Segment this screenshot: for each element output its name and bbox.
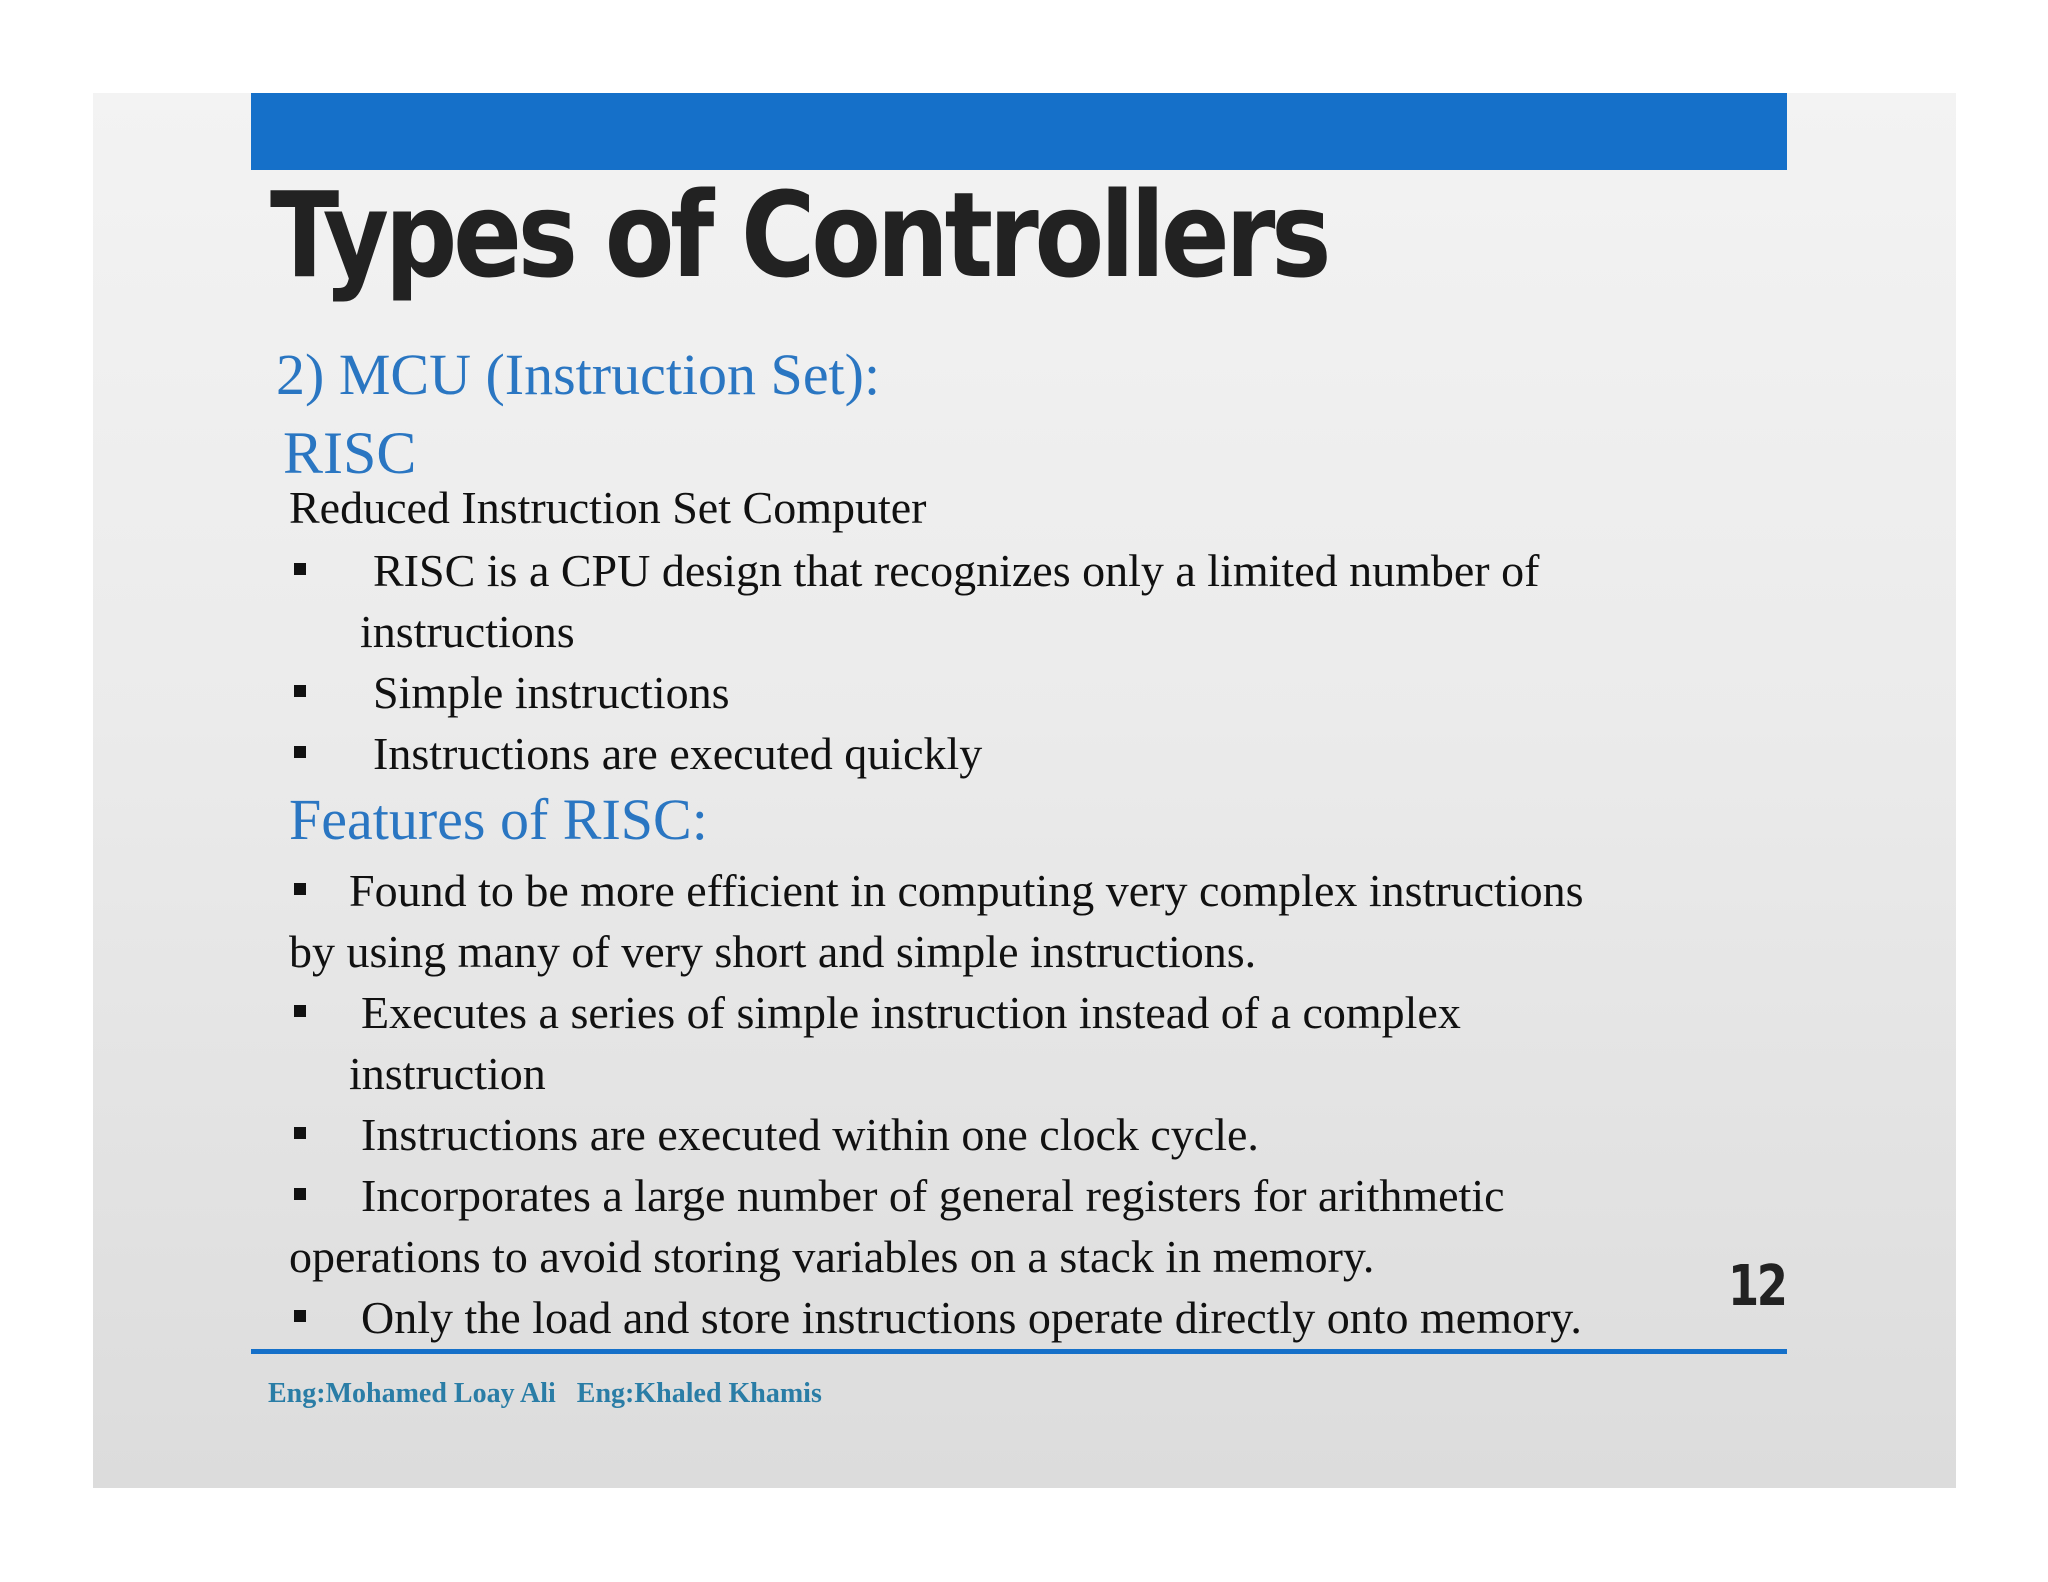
list-item [289,1165,1584,1226]
list-item-text: RISC is a CPU design that recognizes only a limited number of [373,545,1540,596]
list-item [289,860,1584,921]
list-item [289,1104,1584,1165]
section-subtitle: 2) MCU (Instruction Set): [276,342,881,407]
list-item-text: instructions [360,606,575,657]
list-item-text: Incorporates a large number of general registers for arithmetic [361,1170,1505,1221]
list-item-text: Found to be more efficient in computing very complex instructions [349,865,1584,916]
risc-points-list [289,540,1539,784]
square-bullet-icon [294,883,306,895]
list-item [289,1287,1584,1348]
features-list [289,860,1584,1348]
header-accent-bar [251,93,1787,170]
square-bullet-icon [294,746,306,758]
footer-authors: Eng:Mohamed Loay Ali Eng:Khaled Khamis [268,1378,822,1409]
square-bullet-icon [294,1127,306,1139]
list-item [289,662,1539,723]
list-item-text: by using many of very short and simple instructions. [289,926,1257,977]
list-item-text: Simple instructions [373,667,730,718]
list-item-continuation [289,1226,1584,1287]
list-item-continuation [289,601,1539,662]
list-item [289,982,1584,1043]
list-item-text: Executes a series of simple instruction instead of a complex [361,987,1461,1038]
page-number: 12 [1728,1254,1786,1319]
list-item-continuation [289,1043,1584,1104]
square-bullet-icon [294,1005,306,1017]
square-bullet-icon [294,1188,306,1200]
list-item-continuation [289,921,1584,982]
slide-title: Types of Controllers [270,166,1328,304]
list-item-text: Instructions are executed quickly [373,728,983,779]
square-bullet-icon [294,563,306,575]
list-item [289,723,1539,784]
list-item [289,540,1539,601]
list-item-text: operations to avoid storing variables on a stack in memory. [289,1231,1375,1282]
footer-divider [251,1349,1787,1354]
features-heading: Features of RISC: [289,787,708,852]
list-item-text: Instructions are executed within one clock cycle. [361,1109,1259,1160]
square-bullet-icon [294,685,306,697]
list-item-text: Only the load and store instructions operate directly onto memory. [361,1292,1582,1343]
risc-heading: RISC [283,420,417,486]
list-item-text: instruction [349,1048,546,1099]
risc-definition: Reduced Instruction Set Computer [289,482,927,533]
square-bullet-icon [294,1310,306,1322]
